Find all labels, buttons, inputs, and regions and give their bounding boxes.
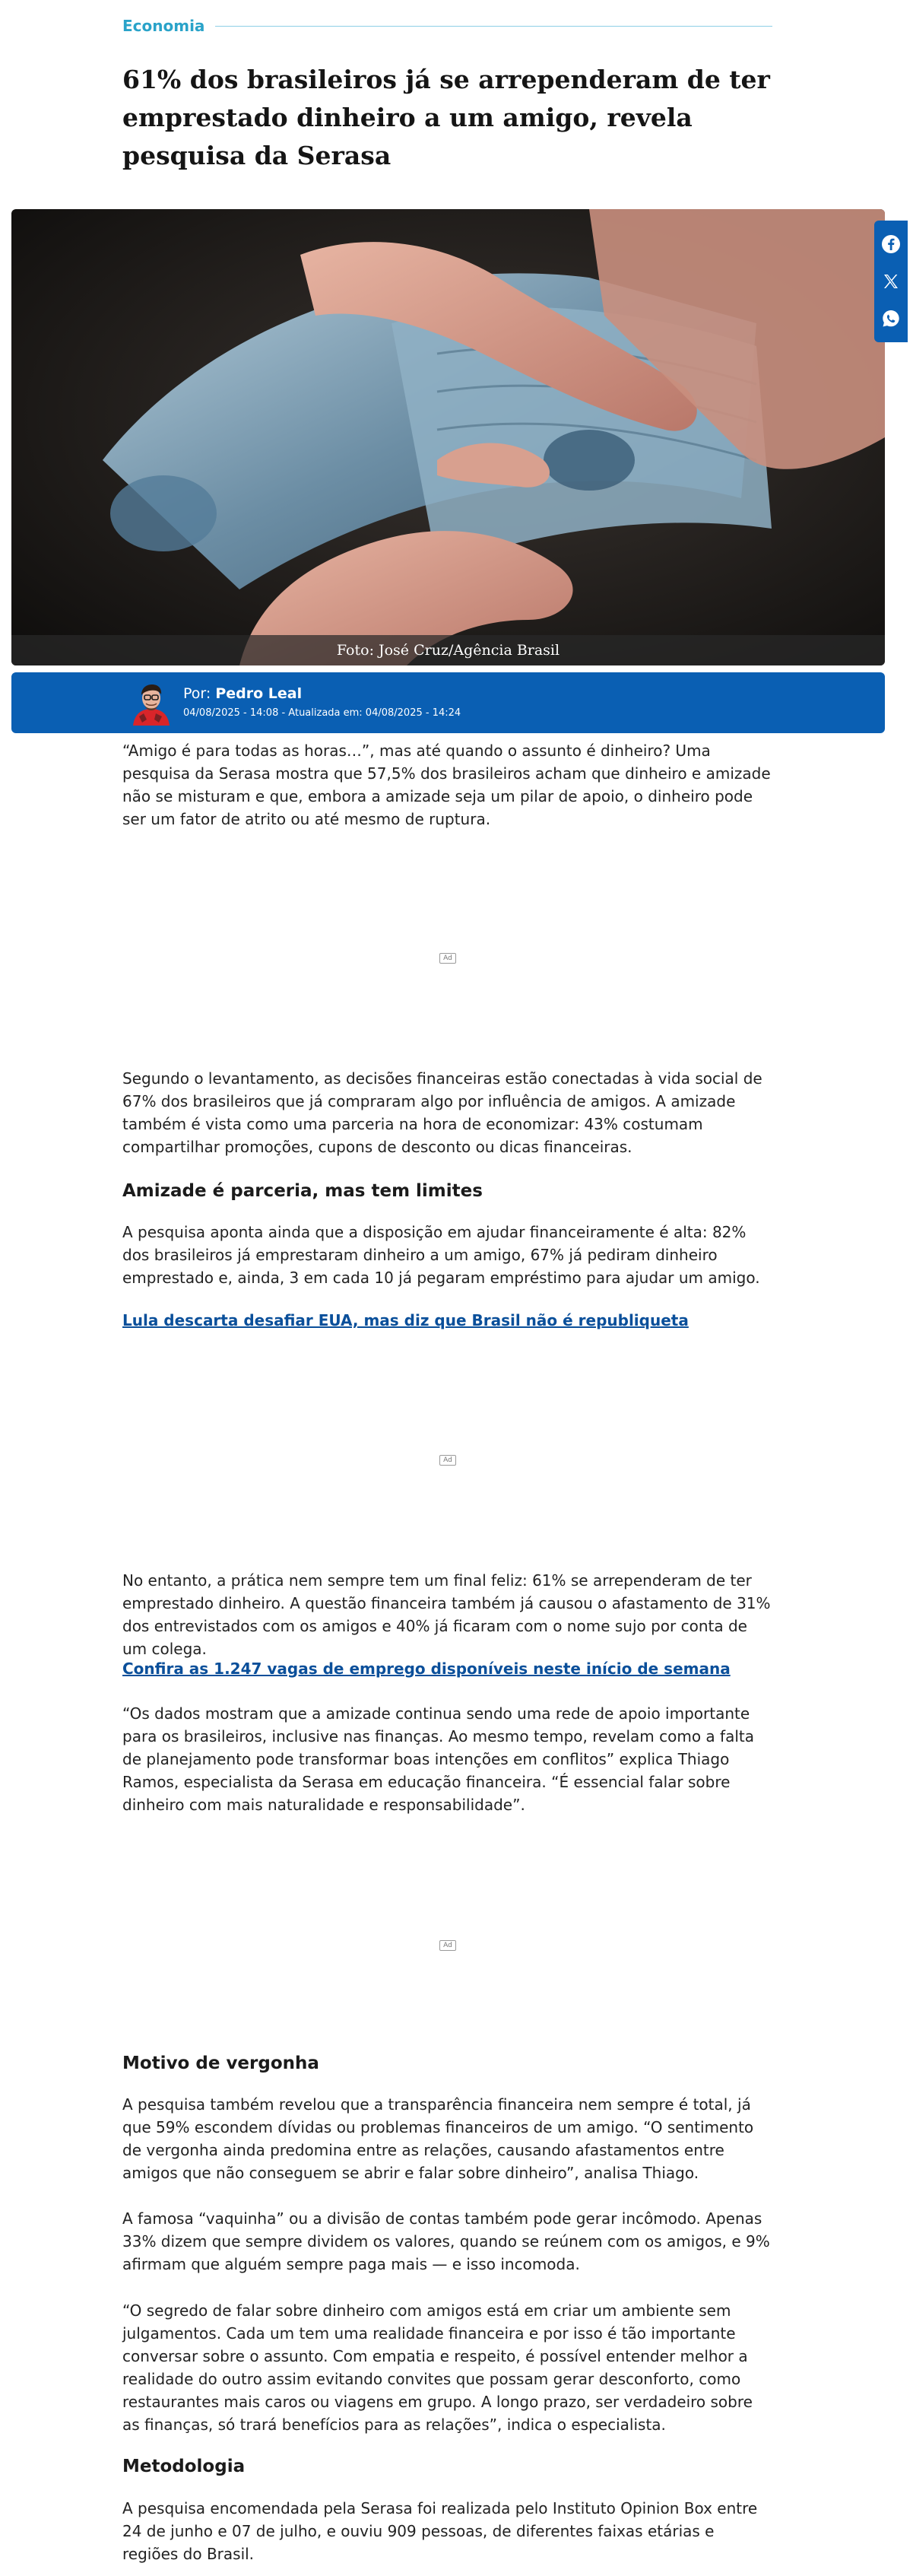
section-label[interactable]: Economia — [122, 17, 205, 35]
paragraph-regret: No entanto, a prática nem sempre tem um final feliz: 61% se arrependeram de ter emprestado dinheiro. A questão financeira também já causou o afastamento de 31% dos entrevistados com os amigos e 40% já ficaram com o nome sujo por conta de um colega. — [122, 1571, 771, 1658]
paragraph-quote: “Os dados mostram que a amizade continua sendo uma rede de apoio importante para os brasileiros, inclusive nas finanças. Ao mesmo tempo, revelam como a falta de planejamento pode transformar boas intenções em conflitos” explica Thiago Ramos, especialista da Serasa em educação financeira. “É essencial falar sobre dinheiro com mais naturalidade e responsabilidade”. — [122, 1704, 754, 1814]
paragraph-lending: A pesquisa aponta ainda que a disposição em ajudar financeiramente é alta: 82% dos brasileiros já emprestaram dinheiro a um amigo, 67% já pediram dinheiro emprestado e, ainda, 3 em cada 10 já pegaram empréstimo para ajudar um amigo. — [122, 1223, 760, 1287]
ad-badge: Ad — [439, 1940, 456, 1951]
article-photo — [11, 209, 885, 665]
author-byline — [183, 685, 302, 702]
subheading-amizade: Amizade é parceria, mas tem limites — [122, 1181, 483, 1201]
paragraph-methodology: A pesquisa encomendada pela Serasa foi realizada pelo Instituto Opinion Box entre 24 de junho e 07 de julho, e ouviu 909 pessoas, de diferentes faixas etárias e regiões do Brasil. — [122, 2499, 758, 2563]
author-name[interactable]: Pedro Leal — [215, 685, 303, 702]
facebook-icon[interactable] — [880, 233, 902, 256]
section-header — [122, 17, 772, 35]
ad-badge: Ad — [439, 953, 456, 964]
x-icon[interactable] — [880, 270, 902, 293]
paragraph-survey: Segundo o levantamento, as decisões financeiras estão conectadas à vida social de 67% dos brasileiros que já compraram algo por influência de amigos. A amizade também é vista como uma parceria na hora de economizar: 43% costumam compartilhar promoções, cupons de desconto ou dicas financeiras. — [122, 1069, 762, 1156]
section-divider — [215, 26, 772, 27]
ad-badge: Ad — [439, 1455, 456, 1466]
share-bar — [874, 221, 908, 342]
paragraph-vaquinha: A famosa “vaquinha” ou a divisão de contas também pode gerar incômodo. Apenas 33% dizem que sempre dividem os valores, quando se reúnem com os amigos, e 9% afirmam que alguém sempre paga mais — e isso incomoda. — [122, 2209, 770, 2273]
paragraph-transparency: A pesquisa também revelou que a transparência financeira nem sempre é total, já que 59% escondem dívidas ou problemas financeiros de um amigo. “O sentimento de vergonha ainda predomina entre as relações, causando afastamentos entre amigos que não conseguem se abrir e falar sobre dinheiro”, analisa Thiago. — [122, 2095, 754, 2182]
author-avatar — [128, 680, 174, 726]
article-dates: 04/08/2025 - 14:08 - Atualizada em: 04/08/2025 - 14:24 — [183, 707, 461, 719]
paragraph-intro: “Amigo é para todas as horas…”, mas até quando o assunto é dinheiro? Uma pesquisa da Serasa mostra que 57,5% dos brasileiros acham que dinheiro e amizade não se misturam e que, embora a amizade seja um pilar de apoio, o dinheiro pode ser um fator de atrito ou até mesmo de ruptura. — [122, 742, 771, 828]
money-photo-illustration — [11, 209, 885, 665]
paragraph-advice: “O segredo de falar sobre dinheiro com amigos está em criar um ambiente sem julgamentos. Cada um tem uma realidade financeira e por isso é tão importante conversar sobre o assunto. Com empatia e respeito, é possível entender melhor a realidade do outro assim evitando convites que possam gerar desconforto, como restaurantes mais caros ou viagens em grupo. A longo prazo, ser verdadeiro sobre as finanças, só trará benefícios para as relações”, indica o especialista. — [122, 2301, 753, 2434]
author-bar — [11, 672, 885, 733]
photo-caption: Foto: José Cruz/Agência Brasil — [11, 635, 885, 665]
related-link-vagas[interactable]: Confira as 1.247 vagas de emprego disponíveis neste início de semana — [122, 1660, 731, 1678]
subheading-metodologia: Metodologia — [122, 2457, 246, 2476]
related-link-lula[interactable]: Lula descarta desafiar EUA, mas diz que Brasil não é republiqueta — [122, 1311, 689, 1329]
article-headline: 61% dos brasileiros já se arrependeram de ter emprestado dinheiro a um amigo, revela pesquisa da Serasa — [122, 65, 770, 170]
whatsapp-icon[interactable] — [880, 307, 902, 330]
author-prefix: Por: — [183, 685, 211, 702]
subheading-vergonha: Motivo de vergonha — [122, 2053, 319, 2073]
